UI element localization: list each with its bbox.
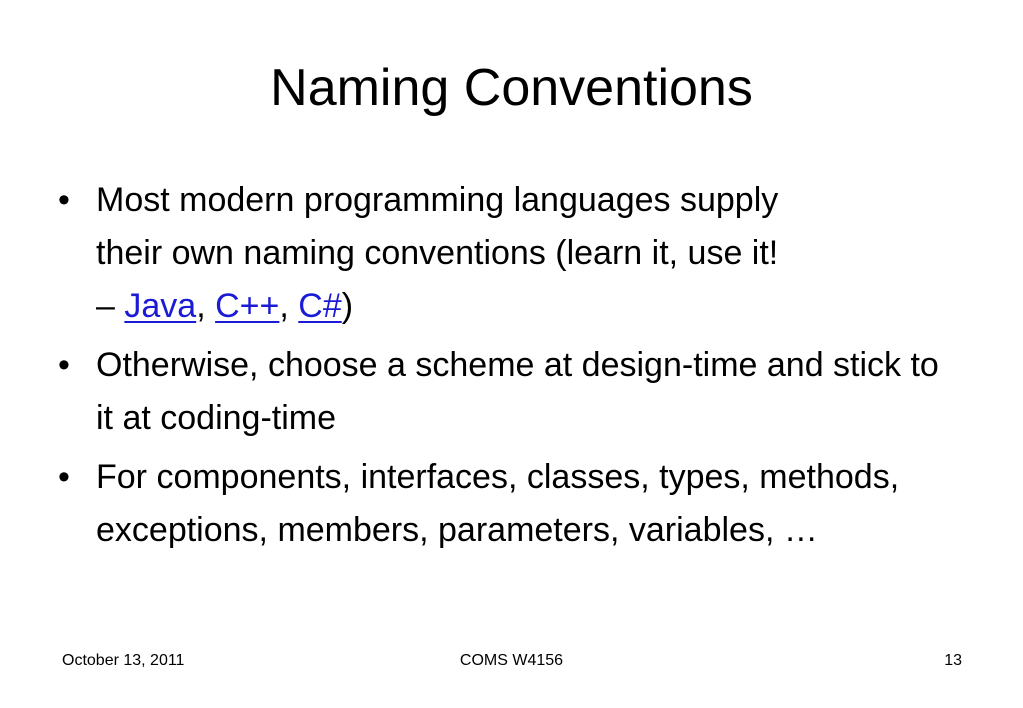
footer-date: October 13, 2011 bbox=[62, 652, 185, 669]
slide-title: Naming Conventions bbox=[270, 59, 753, 117]
bullet-list bbox=[58, 174, 958, 563]
bullet-text-line1: Most modern programming languages supply bbox=[96, 181, 779, 219]
csharp-link[interactable]: C# bbox=[298, 287, 342, 325]
bullet-text: For components, interfaces, classes, types, methods, exceptions, members, parameters, variables, … bbox=[96, 458, 900, 549]
link-separator: , bbox=[279, 287, 299, 325]
footer-course: COMS W4156 bbox=[459, 652, 564, 669]
bullet-item-naming-supply bbox=[58, 174, 958, 333]
bullet-text: Otherwise, choose a scheme at design-time and stick to it at coding-time bbox=[96, 346, 939, 437]
bullet-icon: • bbox=[58, 181, 70, 219]
bullet-icon: • bbox=[58, 346, 70, 384]
bullet-text-prefix: – bbox=[96, 287, 125, 325]
bullet-icon: • bbox=[58, 458, 70, 496]
bullet-item-components bbox=[58, 451, 958, 557]
bullet-text-line2: their own naming conventions (learn it, use it! bbox=[96, 234, 779, 272]
footer-page-number: 13 bbox=[944, 652, 962, 669]
java-link[interactable]: Java bbox=[124, 287, 197, 325]
bullet-text-suffix: ) bbox=[341, 287, 354, 325]
cpp-link[interactable]: C++ bbox=[215, 287, 280, 325]
bullet-item-choose-scheme bbox=[58, 339, 958, 445]
link-separator: , bbox=[196, 287, 216, 325]
